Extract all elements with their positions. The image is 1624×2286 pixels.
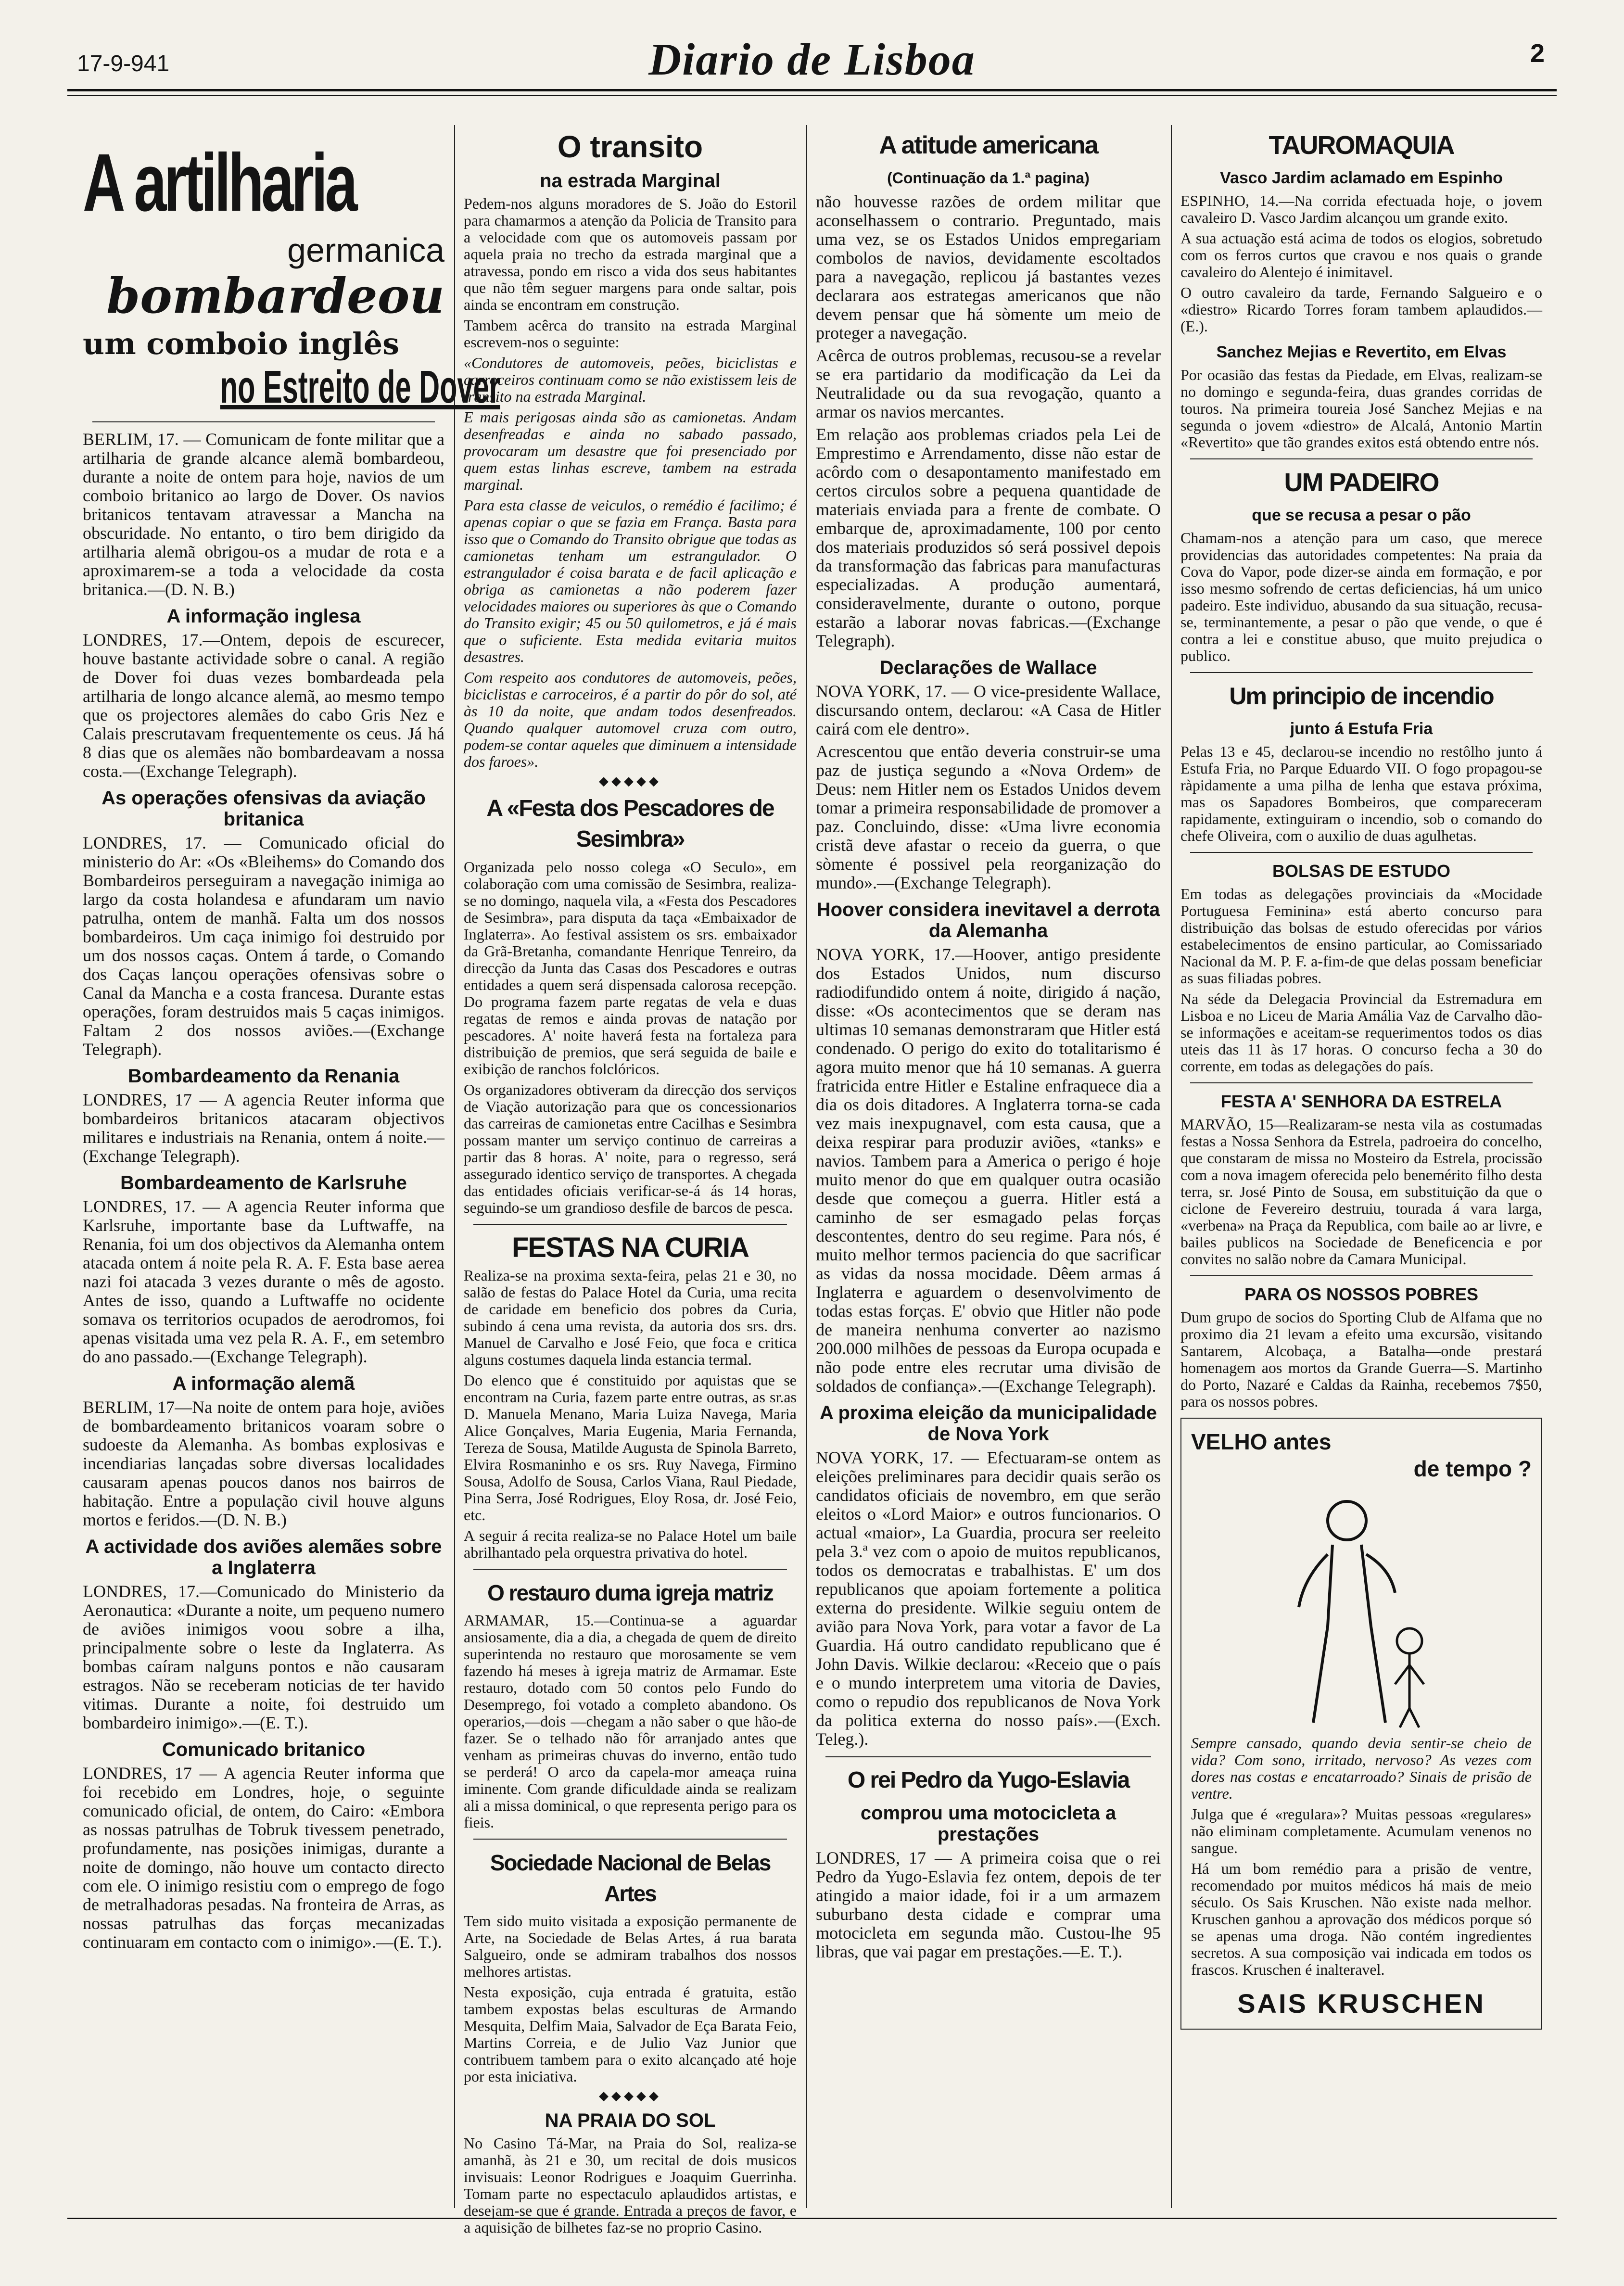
column-1 <box>76 125 500 2208</box>
column-2 <box>457 125 803 2236</box>
column-4 <box>1174 125 1549 2208</box>
page-number: 2 <box>1530 39 1545 68</box>
article-paragraph: Pelas 13 e 45, declarou-se incendio no restôlho junto á Estufa Fria, no Parque Eduardo VII. O fogo propagou-se ràpidamente a uma pilha de lenha que estava próxima, mas os Sapadores Bombeiros, que compareceram rapidamente, extinguiram o incendio, sob o comando do chefe Oliveira, com o auxilio de duas agulhetas. <box>1180 743 1542 844</box>
divider <box>473 1839 787 1840</box>
section-heading: A proxima eleição da municipalidade de Nova York <box>820 1402 1157 1445</box>
article-paragraph: NOVA YORK, 17. — O vice-presidente Wallace, discursando ontem, declarou: «A Casa de Hitler cairá com ele dentro». <box>816 682 1161 738</box>
article-paragraph: Acêrca de outros problemas, recusou-se a revelar se era partidario da modificação da Lei da Neutralidade ou da sua revogação, quanto a armar os navios mercantes. <box>816 346 1161 421</box>
section-heading: A informação inglesa <box>166 606 361 627</box>
article-paragraph: Organizada pelo nosso colega «O Seculo», em colaboração com uma comissão de Sesimbra, realiza-se no domingo, naquela vila, a «Festa dos Pescadores de Sesimbra», para disputa da taça «Embaixador de Inglaterra». Ao festival assistem os srs. embaixador da Grã-Bretanha, comandante Henrique Tenreiro, da direcção da Junta das Casas dos Pescadores e outras entidades a quem será dispensada calorosa recepção. Do programa fazem parte regatas de vela e duas regatas de remos e ainda provas de natação por pescadores. A' noite haverá festa na fortaleza para distribuição de premios, que será seguida de baile e exibição de ranchos folclóricos. <box>464 858 797 1078</box>
ornament-divider: ◆◆◆◆◆ <box>599 2089 661 2103</box>
article-paragraph: Em todas as delegações provinciais da «Mocidade Portuguesa Feminina» está aberto concurso para distribuição das bolsas de estudo oferecidas por vários estabelecimentos de ensino particular, ao Comissariado Nacional da M. P. F. a-fim-de que delas possam beneficiar as suas filiadas pobres. <box>1180 885 1542 987</box>
top-rule <box>67 89 1557 91</box>
section-heading: Bombardeamento da Renania <box>127 1066 400 1087</box>
article-title: Um principio de incendio <box>1229 683 1494 710</box>
article-subtitle: (Continuação da 1.ª pagina) <box>887 169 1090 187</box>
article-subtitle: na estrada Marginal <box>540 170 721 191</box>
article-subtitle: Vasco Jardim aclamado em Espinho <box>1220 169 1503 187</box>
article-paragraph: ARMAMAR, 15.—Continua-se a aguardar ansiosamente, dia a dia, a chegada de quem de direito superintenda no restauro que morosamente se vem fazendo há meses à igreja matriz de Armamar. Este restauro, dotado com 50 contos pelo Fundo do Desemprego, foi votado a completo abandono. Os operarios,—dois —chegam a não saber o que hão-de fazer. Se o telhado não fôr arranjado antes que venham as primeiras chuvas do inverno, então tudo se perderá! O arco da capela-mor ameaça ruina iminente. Com grande dificuldade ainda se realizam ali a missa dominical, o que representa perigo para os fieis. <box>464 1612 797 1831</box>
ad-text: Julga que é «regulara»? Muitas pessoas «regulares» não eliminam completamente. Acumulam venenos no sangue. <box>1191 1805 1532 1856</box>
quoted-paragraph: «Condutores de automoveis, peões, biciclistas e carroceiros continuam como se não existissem leis de transito na estrada Marginal. <box>464 354 797 405</box>
article-title: UM PADEIRO <box>1284 468 1439 497</box>
article-paragraph: NOVA YORK, 17.—Hoover, antigo presidente dos Estados Unidos, num discurso radiodifundido ontem á noite, dirigido á nação, disse: «Os acontecimentos que se deram nas ultimas 10 semanas demonstraram que Hitler está condenado. O perigo do exito do totalitarismo é agora muito menor que há 10 semanas. A guerra fratricida entre Hitler e Estaline enfraquece dia a dia os dois ditadores. A Inglaterra torna-se cada vez mais inexpugnavel, com esta causa, que a deixa respirar para produzir aviões, «tanks» e navios. Tambem para a America o perigo é hoje muito menor do que em qualquer outra ocasião desde que começou a guerra. Hitler está a caminho de ser esmagado pelas forças descontentes, dentro do seu regime. Para nós, é muito melhor termos paciencia do que sacrificar as vidas da nossa mocidade. Dêem armas á Inglaterra e aguardem o desenvolvimento de todas estas forças. E' obvio que Hitler não pode de maneira nenhuma converter ao nazismo 200.000 milhões de pessoas da Europa ocupada e não pode entre eles recrutar uma divisão de soldados de confiança».—(Exchange Telegraph). <box>816 945 1161 1396</box>
article-paragraph: LONDRES, 17.—Comunicado do Ministerio da Aeronautica: «Durante a noite, um pequeno numero de aviões inimigos voou sobre a ilha, principalmente sobre o leste da Inglaterra. As bombas caíram nalguns pontos e não causaram estragos. Não se receberam noticias de ter havido vitimas. Durante a noite, foi destruido um bombardeiro inimigo».—(E. T.). <box>83 1582 444 1732</box>
article-paragraph: não houvesse razões de ordem militar que aconselhassem o contrario. Preguntado, mais uma vez, se os Estados Unidos empregariam combolos de navios, devidamente escoltados para a navegação, replicou já bastantes vezes declarara aos estrategas americanos que não devem pensar que há sòmente um meio de proteger a navegação. <box>816 192 1161 343</box>
article-subtitle: junto á Estufa Fria <box>1290 720 1433 738</box>
article-paragraph: BERLIM, 17—Na noite de ontem para hoje, aviões de bombardeamento britanicos voaram sobre o sudoeste da Alemanha. As bombas explosivas e incendiarias lançadas sobre diversas localidades causaram apenas poucos danos nos bairros de habitação. Entre a população civil houve alguns mortos e feridos.—(D. N. B.) <box>83 1397 444 1529</box>
section-heading: A actividade dos aviões alemães sobre a Inglaterra <box>85 1536 442 1578</box>
headline-artilharia <box>83 137 500 414</box>
column-divider <box>454 125 455 2208</box>
article-paragraph: Dum grupo de socios do Sporting Club de Alfama que no proximo dia 21 levam a efeito uma excursão, visitando Santarem, Alcobaça, a Batalha—onde prestará homenagem aos mortos da Grande Guerra—S. Martinho do Porto, Nazaré e Caldas da Rainha, recebemos 7$50, para os nossos pobres. <box>1180 1308 1542 1410</box>
article-paragraph: O outro cavaleiro da tarde, Fernando Salgueiro e o «diestro» Ricardo Torres foram tambem aplaudidos.—(E.). <box>1180 284 1542 335</box>
article-paragraph: LONDRES, 17 — A agencia Reuter informa que foi recebido em Londres, hoje, o seguinte comunicado oficial, de ontem, do Cairo: «Embora as nossas patrulhas de Tobruk tivessem penetrado, profundamente, nas posições inimigas, durante a noite de domingo, não houve um contacto directo com ele. O inimigo resistiu com o emprego de fogo de metralhadoras pesadas. Na fronteira de Arras, as nossas patrulhas das forças mecanizadas continuaram em contacto com o inimigo».—(E. T.). <box>83 1764 444 1952</box>
article-title: A «Festa dos Pescadores de Sesimbra» <box>486 796 774 852</box>
headline-line: bombardeou <box>106 267 444 324</box>
ad-brand: SAIS KRUSCHEN <box>1237 1988 1485 2019</box>
article-paragraph: Tambem acêrca do transito na estrada Marginal escrevem-nos o seguinte: <box>464 317 797 351</box>
section-heading: As operações ofensivas da aviação britanica <box>102 787 426 830</box>
divider <box>92 421 435 422</box>
article-paragraph: Acrescentou que então deveria construir-se uma paz de justiça segundo a «Nova Ordem» de Deus: nem Hitler nem os Estados Unidos devem tomar a primeira responsabilidade de promover a paz. Concluindo, disse: «Uma livre economia cristã deve afastar o receio da guerra, o que sòmente é possivel pela reorganização do mundo».—(Exchange Telegraph). <box>816 742 1161 892</box>
section-heading: Sanchez Mejias e Revertito, em Elvas <box>1216 343 1507 361</box>
divider <box>825 1756 1151 1757</box>
ad-text: Há um bom remédio para a prisão de ventre, recomendado por muitos médicos há mais de meio século. Os Sais Kruschen. Não existe nada melhor. Kruschen ganhou a aprovação dos médicos porque só se apenas uma droga. Não contém ingredientes secretos. A sua composição vai indicada em todos os frascos. Kruschen é inalteravel. <box>1191 1860 1532 1978</box>
article-paragraph: Do elenco que é constituido por aquistas que se encontram na Curia, fazem parte entre outras, as sr.as D. Manuela Menano, Maria Luiza Navega, Maria Alice Gonçalves, Maria Eugenia, Maria Fernanda, Tereza de Sousa, Matilde Augusta de Spinola Barreto, Elvira Rosmaninho e os srs. Ruy Navega, Firmino Sousa, Adolfo de Sousa, Carlos Viana, Raul Piedade, Pina Serra, José Rodrigues, Eloy Rosa, dr. José Feio, etc. <box>464 1372 797 1524</box>
column-divider <box>1171 125 1172 2208</box>
section-heading: Bombardeamento de Karlsruhe <box>120 1172 407 1194</box>
article-paragraph: LONDRES, 17. — A agencia Reuter informa que Karlsruhe, importante base da Luftwaffe, na Renania, foi um dos objectivos da Alemanha ontem atacada ontem á noite pela R. A. F. Esta base aerea nazi foi atacada 3 vezes durante o mês de agosto. Antes de isso, quando a Luftwaffe no ocidente somava os territorios ocupados de aerodromos, foi apenas visitada uma vez pela R. A. F., em setembro do ano passado.—(Exchange Telegraph). <box>83 1197 444 1366</box>
headline-line: no Estreito de Dover <box>220 361 500 413</box>
divider <box>1190 458 1533 459</box>
divider <box>473 1224 787 1225</box>
section-heading: Hoover considera inevitavel a derrota da Alemanha <box>816 899 1160 941</box>
article-paragraph: NOVA YORK, 17. — Efectuaram-se ontem as eleições preliminares para decidir quais serão os candidatos oficiais de novembro, em que serão eleitos o «Lord Maior» e outros funcionarios. O actual «maior», La Guardia, procura ser reeleito pela 3.ª vez com o apoio de muitos republicanos, todos os democratas e trabalhistas. E' um dos republicanos que apoiam fortemente a politica externa do presidente. Wilkie seguiu ontem de avião para Nova York, para votar a favor de La Guardia. Há outro candidato republicano que é John Davis. Wilkie declarou: «Receio que o país e o mundo interpretem uma vitoria de Davies, como o repudio dos republicanos de Nova York da politica externa do nosso país».—(Exch. Teleg.). <box>816 1448 1161 1749</box>
headline-line: germanica <box>287 231 444 269</box>
top-rule-thin <box>67 95 1557 96</box>
article-paragraph: Chamam-nos a atenção para um caso, que merece providencias das autoridades competentes: Na praia da Cova do Vapor, pode dizer-se ainda em formação, e por isso mesmo sofrendo de certas deficiencias, há um unico padeiro. Este individuo, abusando da sua situação, recusa-se, terminantemente, a pesar o pão que vende, o que é contra a lei e constitue abuso, que muito prejudica o publico. <box>1180 529 1542 664</box>
article-paragraph: No Casino Tá-Mar, na Praia do Sol, realiza-se amanhã, às 21 e 30, um recital de dois musicos invisuais: Leonor Rodrigues e Joaquim Guerrinha. Tomam parte no espectaculo aplaudidos artistas, e desejam-se que é grande. Entrada a preços de favor, e a aquisição de bilhetes faz-se no proprio Casino. <box>464 2134 797 2236</box>
article-title: O transito <box>557 129 703 164</box>
bottom-rule <box>67 2218 1557 2219</box>
section-heading: A informação alemã <box>172 1373 355 1394</box>
article-paragraph: Por ocasião das festas da Piedade, em Elvas, realizam-se no domingo e segunda-feira, duas grandes corridas de touros. Na primeira toureia José Sanchez Mejias e na segunda o jovem «diestro» de Alcalá, Antonio Martin «Revertito» que tão grandes exitos está obtendo entre nós. <box>1180 366 1542 451</box>
issue-date: 17-9-941 <box>77 51 170 76</box>
section-heading: PARA OS NOSSOS POBRES <box>1244 1284 1479 1304</box>
article-paragraph: Pedem-nos alguns moradores de S. João do Estoril para chamarmos a atenção da Policia de Transito para a velocidade com que os automoveis passam por aquela praia no trecho da estrada marginal que a atravessa, pondo em risco a vida dos seus habitantes que não têm seguer margens para onde saltar, pois ainda se encontram em construção. <box>464 195 797 313</box>
article-paragraph: Os organizadores obtiveram da direcção dos serviços de Viação autorização para que os concessionarios das carreiras de camionetas entre Cacilhas e Sesimbra possam manter um serviço continuo de carreiras a partir das 8 horas. A' noite, para o regresso, será assegurado identico serviço de transportes. A chegada das entidades oficiais verificar-se-á ás 14 horas, seguindo-se um grandioso desfile de barcos de pesca. <box>464 1081 797 1216</box>
ornament-divider: ◆◆◆◆◆ <box>599 774 661 788</box>
article-paragraph: Nesta exposição, cuja entrada é gratuita, estão tambem expostas belas esculturas de Armando Mesquita, Delfim Maia, Salvador de Eça Barata Feio, Martins Correia, e de Julio Vaz Junior que contribuem tambem para o exito alcançado até hoje por esta iniciativa. <box>464 1983 797 2085</box>
divider <box>473 1569 787 1570</box>
article-paragraph: BERLIM, 17. — Comunicam de fonte militar que a artilharia de grande alcance alemã bombardeou, durante a noite de ontem para hoje, navios de um comboio britanico ao largo de Dover. Os navios britanicos tentavam atravessar a Mancha na obscuridade. No entanto, o tiro bem dirigido da artilharia alemã obrigou-os a mudar de rota e a aproximarem-se a toda a velocidade da costa britanica.—(D. N. B.) <box>83 430 444 599</box>
ad-text: Sempre cansado, quando devia sentir-se cheio de vida? Com sono, irritado, nervoso? As vezes com dores nas costas e encatarroado? Sinais de prisão de ventre. <box>1191 1734 1532 1802</box>
quoted-paragraph: Para esta classe de veiculos, o remédio é facilimo; é apenas copiar o que se fazia em França. Basta para isso que o Comando do Transito obrigue que todas as camionetas tenham um estrangulador. O estrangulador é coisa barata e de facil aplicação e obriga as camionetas a não poderem fazer velocidades maiores ou superiores às que o Comando do Transito exigir; 45 ou 50 quilometros, e já é mais que o suficiente. Esta medida evitaria muitos desastres. <box>464 496 797 665</box>
column-divider <box>806 125 807 2208</box>
article-title: Sociedade Nacional de Belas Artes <box>490 1850 771 1906</box>
column-3 <box>809 125 1167 2208</box>
tired-man-illustration <box>1275 1482 1448 1732</box>
article-subtitle: comprou uma motocicleta a prestações <box>860 1803 1116 1845</box>
article-title: NA PRAIA DO SOL <box>545 2110 716 2131</box>
article-paragraph: A sua actuação está acima de todos os elogios, sobretudo com os ferros curtos que cravou e nos quais o grande cavaleiro do Alentejo é inimitavel. <box>1180 229 1542 280</box>
article-title: O rei Pedro da Yugo-Eslavia <box>847 1767 1129 1793</box>
headline-line: um comboio inglês <box>83 326 400 361</box>
article-paragraph: Realiza-se na proxima sexta-feira, pelas 21 e 30, no salão de festas do Palace Hotel da Curia, uma recita de caridade em beneficio dos pobres da Curia, subindo á cena uma revista, da autoria dos srs. drs. Manuel de Carvalho e José Feio, que foca e critica alguns costumes daquela linda estancia termal. <box>464 1267 797 1368</box>
article-paragraph: LONDRES, 17 — A agencia Reuter informa que bombardeiros britanicos atacaram objectivos militares e industriais na Renania, ontem á noite.—(Exchange Telegraph). <box>83 1090 444 1166</box>
divider <box>1190 852 1533 853</box>
quoted-paragraph: E mais perigosas ainda são as camionetas. Andam desenfreadas e ainda no sabado passado, provocaram um desastre que foi presenciado por quem estas linhas escreve, tambem na estrada marginal. <box>464 408 797 493</box>
ad-title: VELHO antes <box>1191 1429 1332 1454</box>
ad-subtitle: de tempo ? <box>1413 1456 1532 1481</box>
article-paragraph: Tem sido muito visitada a exposição permanente de Arte, na Sociedade de Belas Artes, á rua barata Salgueiro, onde se admiram trabalhos dos nossos melhores artistas. <box>464 1912 797 1980</box>
article-title: FESTAS NA CURIA <box>512 1232 749 1263</box>
section-heading: Declarações de Wallace <box>879 657 1097 678</box>
divider <box>1190 1275 1533 1276</box>
article-paragraph: ESPINHO, 14.—Na corrida efectuada hoje, o jovem cavaleiro D. Vasco Jardim alcançou um grande exito. <box>1180 192 1542 226</box>
divider <box>1190 1082 1533 1083</box>
section-heading: BOLSAS DE ESTUDO <box>1272 861 1451 881</box>
masthead: Diario de Lisboa <box>648 35 976 85</box>
article-title: A atitude americana <box>879 131 1098 159</box>
article-paragraph: LONDRES, 17. — Comunicado oficial do ministerio do Ar: «Os «Bleihems» do Comando dos Bombardeiros perseguiram a navegação inimiga ao largo da costa holandesa e afundaram um navio patrulha, ontem de manhã. Falta um dos nossos bombardeiros. Um caça inimigo foi destruido por um dos nossos caças. Ontem á tarde, o Comando dos Caças lançou operações ofensivas sobre o Canal da Mancha e a costa francesa. Durante estas operações, foram destruidos mais 5 caças inimigos. Faltam 2 dos nossos aviões.—(Exchange Telegraph). <box>83 833 444 1059</box>
article-title: O restauro duma igreja matriz <box>487 1580 773 1605</box>
quoted-paragraph: Com respeito aos condutores de automoveis, peões, biciclistas e carroceiros, é a partir do pôr do sol, até às 10 da noite, que andam todos desenfreados. Quando qualquer automovel cruza com outro, podem-se contar aqueles que diminuem a intensidade dos faroes». <box>464 669 797 770</box>
article-paragraph: Em relação aos problemas criados pela Lei de Emprestimo e Arrendamento, disse não estar de acôrdo com o desapontamento manifestado em certos circulos sobre a pequena quantidade de materiais enviada para a frente de combate. O embarque de, aproximadamente, 100 por cento dos materiais produzidos só será possivel depois da transformação das fabricas para manufacturas especializadas. A produção aumentará, consideravelmente, durante o outono, porque estarão a laborar novas fabricas.—(Exchange Telegraph). <box>816 425 1161 650</box>
article-paragraph: LONDRES, 17.—Ontem, depois de escurecer, houve bastante actividade sobre o canal. A região de Dover foi duas vezes bombardeada pela artilharia de longo alcance alemã, ao mesmo tempo que os projectores alemães do cabo Gris Nez e Calais prescrutavam frequentemente os ceus. Já há 8 dias que os alemães não bombardeavam a nossa costa.—(Exchange Telegraph). <box>83 630 444 781</box>
article-title: TAUROMAQUIA <box>1269 131 1454 160</box>
divider <box>1190 672 1533 673</box>
article-subtitle: que se recusa a pesar o pão <box>1252 506 1471 524</box>
article-paragraph: Na séde da Delegacia Provincial da Estremadura em Lisboa e no Liceu de Maria Amália Vaz de Carvalho dão-se informações e aceitam-se requerimentos todos os dias uteis das 11 às 17 horas. O concurso fecha a 30 do corrente, em todas as delegações do país. <box>1180 990 1542 1075</box>
kruschen-advertisement <box>1180 1418 1542 2030</box>
section-heading: Comunicado britanico <box>162 1739 366 1760</box>
article-paragraph: LONDRES, 17 — A primeira coisa que o rei Pedro da Yugo-Eslavia fez ontem, depois de ter atingido a maior idade, foi ir a um armazem suburbano desta cidade e comprar uma motocicleta em segunda mão. Custou-lhe 95 libras, que vai pagar em prestações.—E. T.). <box>816 1848 1161 1961</box>
article-paragraph: A seguir á recita realiza-se no Palace Hotel um baile abrilhantado pela orquestra privativa do hotel. <box>464 1527 797 1561</box>
article-paragraph: MARVÃO, 15—Realizaram-se nesta vila as costumadas festas a Nossa Senhora da Estrela, padroeira do concelho, que constaram de missa no Mosteiro da Estrela, procissão com a nova imagem oferecida pelo benemérito filho desta terra, sr. José Pinto de Sousa, em substituição da que o ciclone de Fevereiro destruiu, tourada á vara larga, «verbena» na Praça da Republica, com baile ao ar livre, e bailes publicos na Sociedade de Beneficencia e por convites no salão nobre da Camara Municipal. <box>1180 1116 1542 1268</box>
headline-line: A artilharia <box>83 137 355 229</box>
section-heading: FESTA A' SENHORA DA ESTRELA <box>1220 1092 1502 1111</box>
